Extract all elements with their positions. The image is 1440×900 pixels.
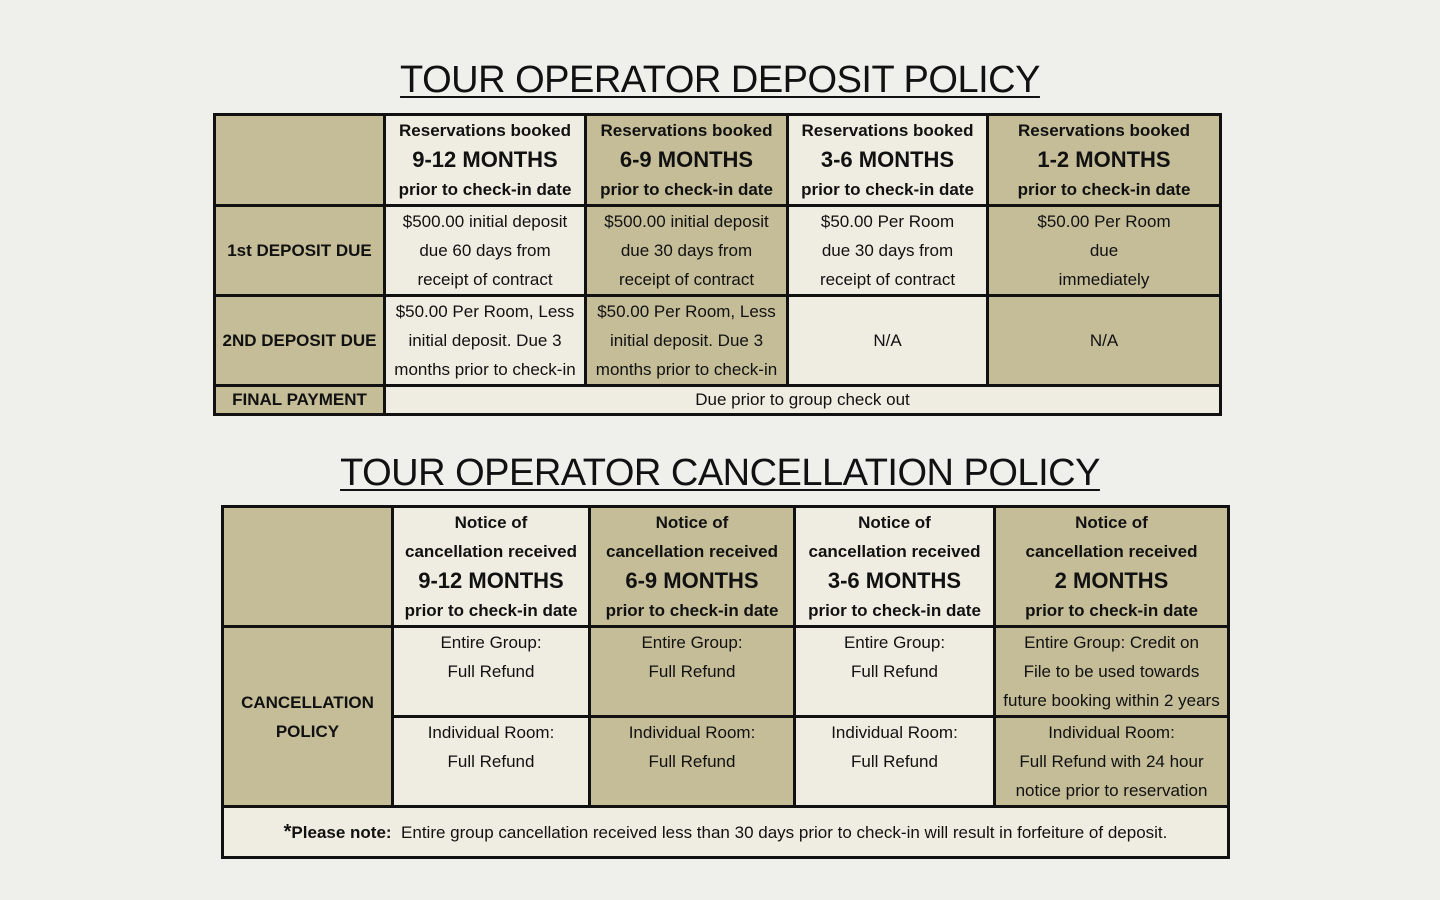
deposit-cell: $50.00 Per Room, Less initial deposit. Due 3 months prior to check-in xyxy=(385,296,586,386)
individual-room-cell: Individual Room: Full Refund xyxy=(795,717,995,807)
deposit-cell: $500.00 initial deposit due 30 days from receipt of contract xyxy=(586,206,788,296)
deposit-col-header: Reservations booked 9-12 MONTHS prior to check-in date xyxy=(385,115,586,206)
cancellation-corner-cell xyxy=(223,507,393,627)
first-deposit-label: 1st DEPOSIT DUE xyxy=(215,206,385,296)
note-asterisk: * xyxy=(283,820,292,843)
deposit-col-header: Reservations booked 3-6 MONTHS prior to check-in date xyxy=(788,115,988,206)
final-payment-text: Due prior to group check out xyxy=(385,386,1221,415)
deposit-cell: $50.00 Per Room due immediately xyxy=(988,206,1221,296)
second-deposit-label: 2ND DEPOSIT DUE xyxy=(215,296,385,386)
note-row xyxy=(223,807,1229,858)
cancellation-policy-table xyxy=(221,505,1230,859)
final-payment-label: FINAL PAYMENT xyxy=(215,386,385,415)
note-text: Entire group cancellation received less than 30 days prior to check-in will result in forfeiture of deposit. xyxy=(401,822,1168,842)
final-payment-row xyxy=(215,386,1221,415)
entire-group-cell: Entire Group: Credit on File to be used towards future booking within 2 years xyxy=(995,627,1229,717)
deposit-col-header: Reservations booked 1-2 MONTHS prior to check-in date xyxy=(988,115,1221,206)
cancellation-policy-title: TOUR OPERATOR CANCELLATION POLICY xyxy=(340,452,1100,494)
deposit-cell: $50.00 Per Room, Less initial deposit. Due 3 months prior to check-in xyxy=(586,296,788,386)
deposit-header-row xyxy=(215,115,1221,206)
entire-group-cell: Entire Group: Full Refund xyxy=(393,627,590,717)
deposit-policy-table xyxy=(213,113,1222,416)
deposit-corner-cell xyxy=(215,115,385,206)
cancellation-col-header: Notice of cancellation received 9-12 MONTHS prior to check-in date xyxy=(393,507,590,627)
note-label: Please note: xyxy=(291,822,392,842)
cancellation-col-header: Notice of cancellation received 2 MONTHS prior to check-in date xyxy=(995,507,1229,627)
cancellation-col-header: Notice of cancellation received 3-6 MONTHS prior to check-in date xyxy=(795,507,995,627)
entire-group-row xyxy=(223,627,1229,717)
individual-room-cell: Individual Room: Full Refund xyxy=(590,717,795,807)
cancellation-col-header: Notice of cancellation received 6-9 MONTHS prior to check-in date xyxy=(590,507,795,627)
deposit-policy-title: TOUR OPERATOR DEPOSIT POLICY xyxy=(400,59,1040,101)
cancellation-header-row xyxy=(223,507,1229,627)
deposit-cell: $50.00 Per Room due 30 days from receipt of contract xyxy=(788,206,988,296)
deposit-cell: N/A xyxy=(988,296,1221,386)
entire-group-cell: Entire Group: Full Refund xyxy=(795,627,995,717)
individual-room-cell: Individual Room: Full Refund xyxy=(393,717,590,807)
cancellation-policy-label: CANCELLATION POLICY xyxy=(223,627,393,807)
second-deposit-row xyxy=(215,296,1221,386)
individual-room-cell: Individual Room: Full Refund with 24 hour notice prior to reservation xyxy=(995,717,1229,807)
entire-group-cell: Entire Group: Full Refund xyxy=(590,627,795,717)
deposit-cell: $500.00 initial deposit due 60 days from receipt of contract xyxy=(385,206,586,296)
deposit-cell: N/A xyxy=(788,296,988,386)
first-deposit-row xyxy=(215,206,1221,296)
please-note xyxy=(223,807,1229,858)
deposit-col-header: Reservations booked 6-9 MONTHS prior to check-in date xyxy=(586,115,788,206)
